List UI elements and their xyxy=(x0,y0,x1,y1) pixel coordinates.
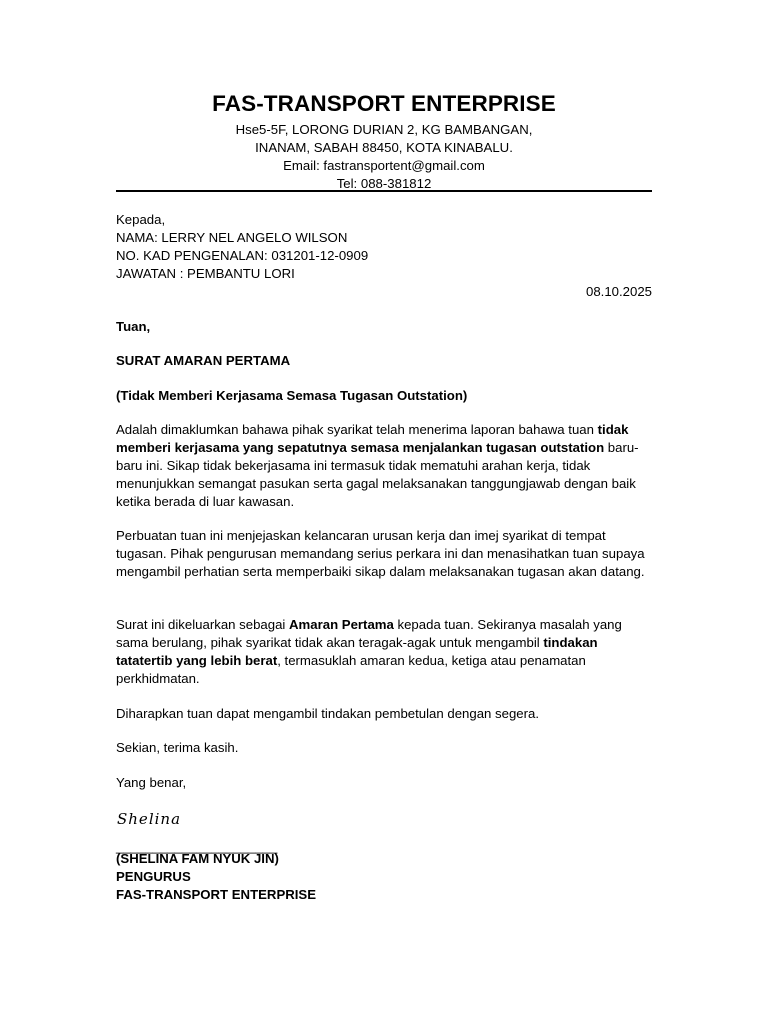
paragraph-3-text-3: , termasuklah amaran kedua, ketiga atau penamatan perkhidmatan. xyxy=(116,653,586,686)
letter-date: 08.10.2025 xyxy=(585,284,652,299)
recipient-position: JAWATAN : PEMBANTU LORI xyxy=(116,266,295,281)
recipient-block xyxy=(116,211,652,283)
address-line-2: INANAM, SABAH 88450, KOTA KINABALU. xyxy=(255,140,513,155)
address-line-1: Hse5-5F, LORONG DURIAN 2, KG BAMBANGAN, xyxy=(235,122,533,137)
company-phone: Tel: 088-381812 xyxy=(336,176,432,191)
signatory-block xyxy=(116,850,652,904)
paragraph-1-bold-1: tidak memberi kerjasama yang sepatutnya semasa menjalankan tugasan outstation xyxy=(116,422,629,455)
paragraph-3-text-1: Surat ini dikeluarkan sebagai xyxy=(116,617,290,632)
recipient-name: NAMA: LERRY NEL ANGELO WILSON xyxy=(116,230,348,245)
handwritten-signature: Shelina xyxy=(117,810,182,828)
signatory-name: (SHELINA FAM NYUK JIN) xyxy=(116,851,279,866)
signatory-company: FAS-TRANSPORT ENTERPRISE xyxy=(116,887,317,902)
signature-line: ______________________ xyxy=(116,839,278,854)
paragraph-3 xyxy=(116,616,656,688)
recipient-ic: NO. KAD PENGENALAN: 031201-12-0909 xyxy=(116,248,369,263)
paragraph-2: Perbuatan tuan ini menjejaskan kelancaran urusan kerja dan imej syarikat di tempat tugasan. Pihak pengurusan memandang serius perkara ini dan menasihatkan tuan supaya mengambil perhatian serta memperbaiki sikap dalam melaksanakan tugasan akan datang. xyxy=(116,528,645,579)
paragraph-4: Diharapkan tuan dapat mengambil tindakan pembetulan dengan segera. xyxy=(116,706,540,721)
company-name: FAS-TRANSPORT ENTERPRISE xyxy=(212,91,556,116)
paragraph-1 xyxy=(116,421,646,511)
closing-thanks: Sekian, terima kasih. xyxy=(116,740,239,755)
subject-subtitle: (Tidak Memberi Kerjasama Semasa Tugasan Outstation) xyxy=(116,388,468,403)
letterhead-divider xyxy=(116,190,652,192)
closing-yours: Yang benar, xyxy=(116,775,187,790)
subject-heading: SURAT AMARAN PERTAMA xyxy=(116,353,291,368)
paragraph-3-text-2: kepada tuan. Sekiranya masalah yang sama berulang, pihak syarikat tidak akan teragak-agak untuk mengambil xyxy=(116,617,622,650)
paragraph-1-text-1: Adalah dimaklumkan bahawa pihak syarikat telah menerima laporan bahawa tuan xyxy=(116,422,598,437)
paragraph-3-bold-1: Amaran Pertama xyxy=(289,617,394,632)
salutation: Tuan, xyxy=(116,319,151,334)
signatory-title: PENGURUS xyxy=(116,869,191,884)
company-email: Email: fastransportent@gmail.com xyxy=(283,158,485,173)
paragraph-1-text-2: baru-baru ini. Sikap tidak bekerjasama ini termasuk tidak mematuhi arahan kerja, tidak menunjukkan semangat pasukan serta gagal melaksanakan tanggungjawab dengan baik ketika berada di luar kawasan. xyxy=(116,440,639,509)
recipient-greeting: Kepada, xyxy=(116,212,166,227)
paragraph-3-bold-2: tindakan tatatertib yang lebih berat xyxy=(116,635,598,668)
letterhead xyxy=(116,90,652,193)
